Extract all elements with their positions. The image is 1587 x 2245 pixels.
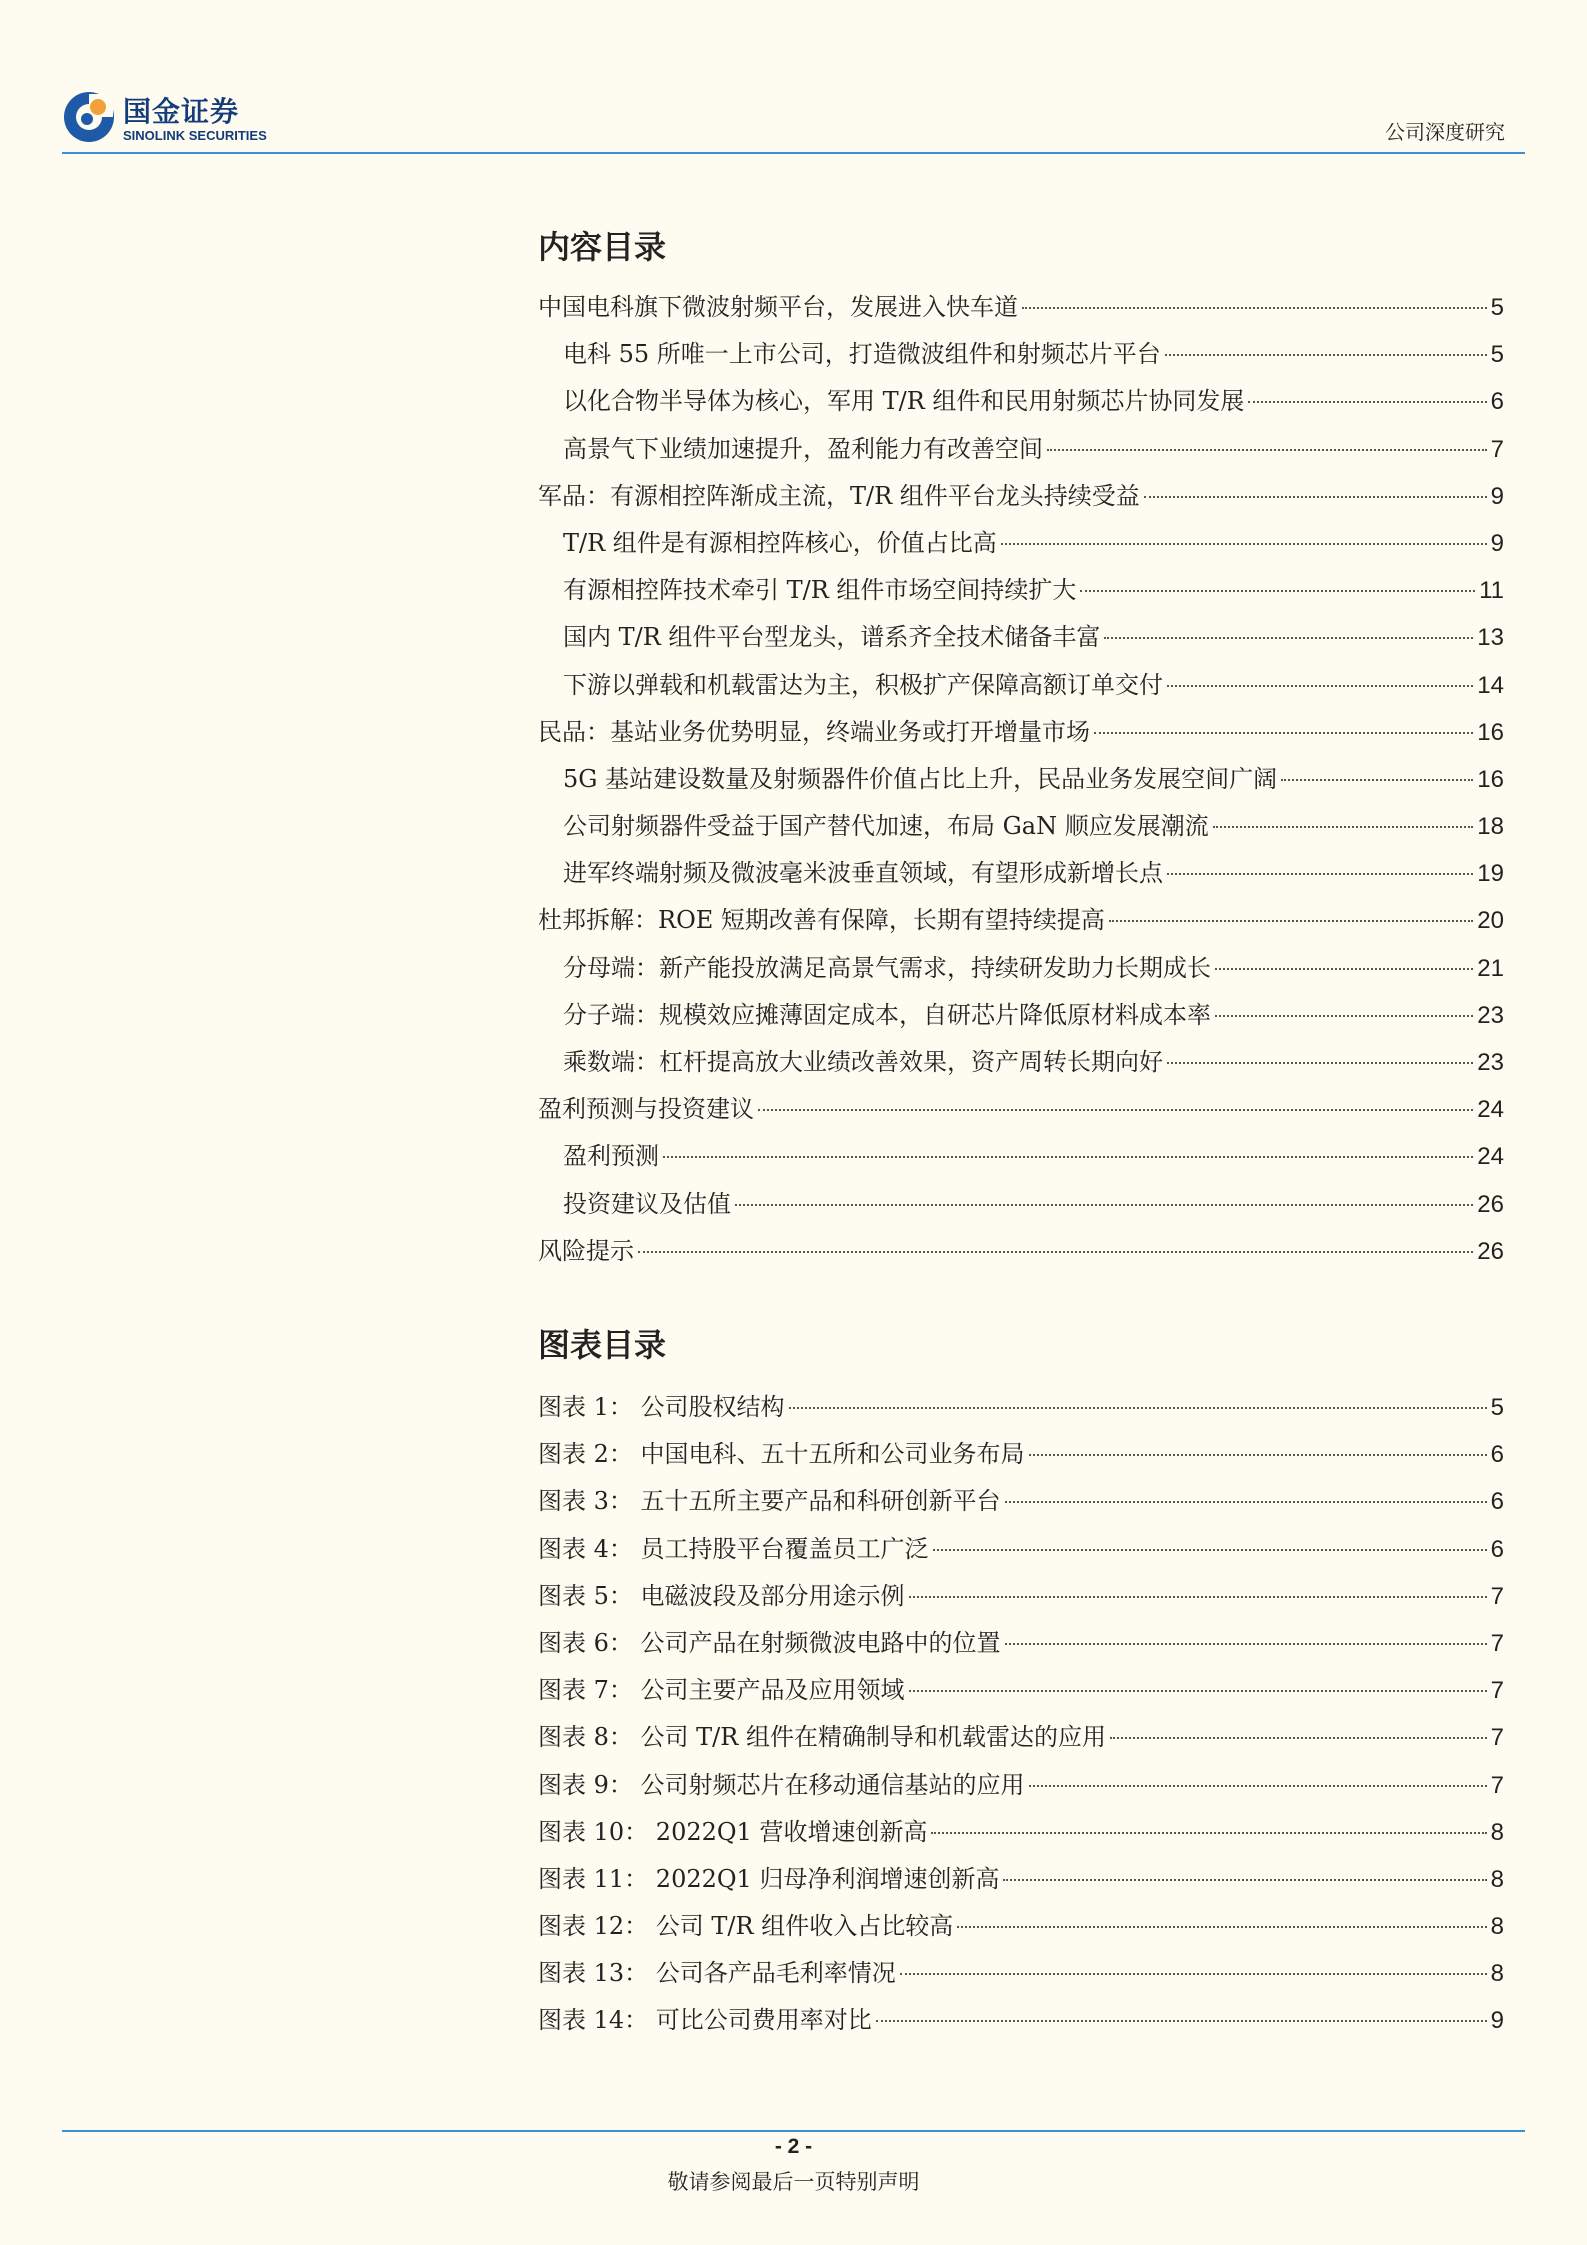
figure-entry[interactable] [538,1573,1504,1620]
figure-entry[interactable] [538,1667,1504,1714]
toc-entry-label: 乘数端：杠杆提高放大业绩改善效果，资产周转长期向好 [563,1048,1163,1076]
figure-entry-page: 6 [1490,1535,1504,1563]
toc-entry[interactable] [538,992,1504,1039]
figure-entry-label: 图表 6： 公司产品在射频微波电路中的位置 [538,1628,1001,1657]
toc-entry-page: 20 [1477,907,1504,935]
toc-entry-label: 民品：基站业务优势明显，终端业务或打开增量市场 [538,717,1090,746]
toc-entry-page: 24 [1477,1143,1504,1171]
dot-leader [663,1156,1473,1158]
toc-entry-page: 23 [1477,1049,1504,1076]
dot-leader [1167,873,1473,875]
toc-entry-label: 盈利预测与投资建议 [538,1095,754,1124]
figure-entry-label: 图表 5： 电磁波段及部分用途示例 [538,1581,905,1610]
toc-entry[interactable] [538,1228,1504,1275]
toc-entry-label: 电科 55 所唯一上市公司，打造微波组件和射频芯片平台 [563,340,1161,369]
toc-entry-page: 16 [1477,765,1504,793]
toc-entry-label: 中国电科旗下微波射频平台，发展进入快车道 [538,293,1018,321]
toc-entry[interactable] [538,331,1504,378]
dot-leader [1165,354,1487,356]
toc-entry[interactable] [538,426,1504,473]
company-logo [62,90,290,148]
toc-entry[interactable] [538,1133,1504,1180]
figure-entry[interactable] [538,1903,1504,1950]
toc-entry[interactable] [538,803,1504,850]
dot-leader [933,1549,1487,1551]
toc-entry-page: 21 [1477,954,1504,982]
figure-entry-page: 6 [1490,1441,1504,1469]
dot-leader [1029,1785,1487,1787]
figure-entry-label: 图表 9： 公司射频芯片在移动通信基站的应用 [538,1770,1025,1799]
toc-entry-label: T/R 组件是有源相控阵核心，价值占比高 [563,528,997,557]
dot-leader [1104,637,1473,639]
dot-leader [1029,1454,1487,1456]
figure-entry[interactable] [538,1384,1504,1431]
dot-leader [1248,401,1486,403]
page-number: - 2 - [774,2135,813,2158]
toc-entry[interactable] [538,897,1504,944]
toc-entry-label: 杜邦拆解：ROE 短期改善有保障，长期有望持续提高 [538,906,1105,935]
figure-entry-label: 图表 10： 2022Q1 营收增速创新高 [538,1817,928,1846]
figure-entry[interactable] [538,1762,1504,1809]
figure-entry-page: 8 [1490,1865,1504,1893]
toc-entry-page: 9 [1490,529,1504,557]
toc-entry-label: 高景气下业绩加速提升，盈利能力有改善空间 [563,434,1043,463]
toc-entry-page: 5 [1490,294,1504,321]
dot-leader [1109,920,1473,922]
dot-leader [1213,826,1474,828]
figure-entry[interactable] [538,1997,1504,2044]
footer-divider [62,2130,1525,2132]
dot-leader [1110,1737,1487,1739]
dot-leader [900,1973,1487,1975]
toc-entry-label: 以化合物半导体为核心，军用 T/R 组件和民用射频芯片协同发展 [563,387,1245,416]
dot-leader [1047,449,1487,451]
figure-entry[interactable] [538,1950,1504,1997]
dot-leader [1003,1879,1486,1881]
figure-entry[interactable] [538,1478,1504,1525]
dot-leader [1005,1643,1487,1645]
toc-entry[interactable] [538,1086,1504,1133]
dot-leader [1167,685,1473,687]
figure-entry-page: 7 [1490,1629,1504,1657]
toc-entry[interactable] [538,614,1504,661]
figure-entry-label: 图表 7： 公司主要产品及应用领域 [538,1676,905,1705]
toc-entry-page: 19 [1477,860,1504,888]
figure-entry-page: 8 [1490,1960,1504,1988]
toc-entry-page: 13 [1477,624,1504,652]
toc-entry-label: 风险提示 [538,1236,634,1265]
toc-entry-label: 公司射频器件受益于国产替代加速，布局 GaN 顺应发展潮流 [563,812,1209,841]
toc-entry-page: 11 [1479,577,1504,605]
toc-entry[interactable] [538,850,1504,897]
figure-entry-label: 图表 2： 中国电科、五十五所和公司业务布局 [538,1440,1025,1469]
toc-entry[interactable] [538,378,1504,425]
dot-leader [931,1832,1486,1834]
toc-entry-label: 5G 基站建设数量及射频器件价值占比上升，民品业务发展空间广阔 [563,764,1278,793]
figure-entry-label: 图表 11： 2022Q1 归母净利润增速创新高 [538,1864,1000,1893]
figure-entry-label: 图表 8： 公司 T/R 组件在精确制导和机载雷达的应用 [538,1723,1106,1752]
toc-entry-page: 7 [1490,435,1504,463]
dot-leader [1281,779,1473,781]
dot-leader [1215,1015,1473,1017]
figure-entry[interactable] [538,1431,1504,1478]
figure-entry-page: 7 [1490,1677,1504,1705]
toc-entry-page: 5 [1490,341,1504,369]
toc-entry-page: 26 [1477,1190,1504,1218]
toc-entry-label: 分子端：规模效应摊薄固定成本，自研芯片降低原材料成本率 [563,1000,1211,1029]
figures-title: 图表目录 [538,1326,667,1364]
toc-entry-label: 进军终端射频及微波毫米波垂直领域，有望形成新增长点 [563,859,1163,888]
toc-entry-page: 24 [1477,1096,1504,1124]
toc-entry[interactable] [538,284,1504,331]
figure-entry-page: 7 [1490,1771,1504,1799]
figure-entry-page: 7 [1490,1582,1504,1610]
dot-leader [735,1204,1473,1206]
logo-chinese-name: 国金证券 [123,95,240,128]
toc-entry-label: 下游以弹载和机载雷达为主，积极扩产保障高额订单交付 [563,670,1163,699]
figure-entry-label: 图表 12： 公司 T/R 组件收入占比较高 [538,1912,954,1941]
figure-entry-label: 图表 4： 员工持股平台覆盖员工广泛 [538,1534,929,1563]
dot-leader [1167,1062,1473,1064]
report-type-label: 公司深度研究 [1385,120,1505,144]
toc-entry-page: 16 [1477,718,1504,746]
dot-leader [1094,732,1473,734]
toc-entry-page: 18 [1477,813,1504,841]
footer-disclaimer: 敬请参阅最后一页特别声明 [667,2170,920,2194]
figure-entry-page: 7 [1490,1724,1504,1752]
figure-entry-label: 图表 13： 公司各产品毛利率情况 [538,1959,896,1988]
toc-entry[interactable] [538,662,1504,709]
dot-leader [1215,968,1473,970]
dot-leader [638,1251,1473,1253]
toc-entry[interactable] [538,567,1504,614]
dot-leader [876,2020,1487,2022]
toc-entry-label: 盈利预测 [563,1142,659,1171]
logo-english-name: SINOLINK SECURITIES [123,128,267,143]
dot-leader [1022,307,1487,309]
dot-leader [957,1926,1486,1928]
dot-leader [758,1109,1473,1111]
toc-entry-label: 分母端：新产能投放满足高景气需求，持续研发助力长期成长 [563,953,1211,982]
figure-entry-label: 图表 14： 可比公司费用率对比 [538,2006,872,2035]
figure-entry[interactable] [538,1620,1504,1667]
figure-entry-label: 图表 1： 公司股权结构 [538,1393,785,1421]
dot-leader [909,1690,1487,1692]
toc-entry[interactable] [538,1181,1504,1228]
page-header [62,88,1525,154]
toc-entry[interactable] [538,709,1504,756]
toc-entry[interactable] [538,520,1504,567]
sinolink-logo-icon [62,90,116,144]
figure-entry[interactable] [538,1856,1504,1903]
toc-entry-label: 国内 T/R 组件平台型龙头，谱系齐全技术储备丰富 [563,623,1101,652]
dot-leader [789,1407,1487,1409]
figure-entry-page: 8 [1490,1818,1504,1846]
toc-entry[interactable] [538,756,1504,803]
toc-entry[interactable] [538,945,1504,992]
dot-leader [1005,1501,1487,1503]
toc-entry-page: 23 [1477,1001,1504,1029]
dot-leader [1001,543,1487,545]
figure-entry-page: 6 [1490,1488,1504,1516]
toc-entry-page: 9 [1490,482,1504,510]
dot-leader [909,1596,1487,1598]
toc-list [538,284,1504,1275]
figure-entry[interactable] [538,1809,1504,1856]
toc-entry-label: 投资建议及估值 [563,1189,731,1218]
toc-entry-page: 26 [1477,1237,1504,1265]
toc-entry-page: 6 [1490,388,1504,416]
figure-entry[interactable] [538,1526,1504,1573]
toc-entry[interactable] [538,1039,1504,1086]
dot-leader [1080,590,1475,592]
figure-entry-page: 8 [1490,1913,1504,1941]
toc-entry-page: 14 [1477,671,1504,699]
figure-entry[interactable] [538,1714,1504,1761]
figure-entry-page: 5 [1490,1394,1504,1421]
toc-entry[interactable] [538,473,1504,520]
dot-leader [1144,496,1487,498]
toc-title: 内容目录 [538,228,667,266]
figures-list [538,1384,1504,2045]
toc-entry-label: 军品：有源相控阵渐成主流，T/R 组件平台龙头持续受益 [538,481,1140,510]
figure-entry-page: 9 [1490,2007,1504,2035]
toc-entry-label: 有源相控阵技术牵引 T/R 组件市场空间持续扩大 [563,576,1077,605]
figure-entry-label: 图表 3： 五十五所主要产品和科研创新平台 [538,1487,1001,1516]
